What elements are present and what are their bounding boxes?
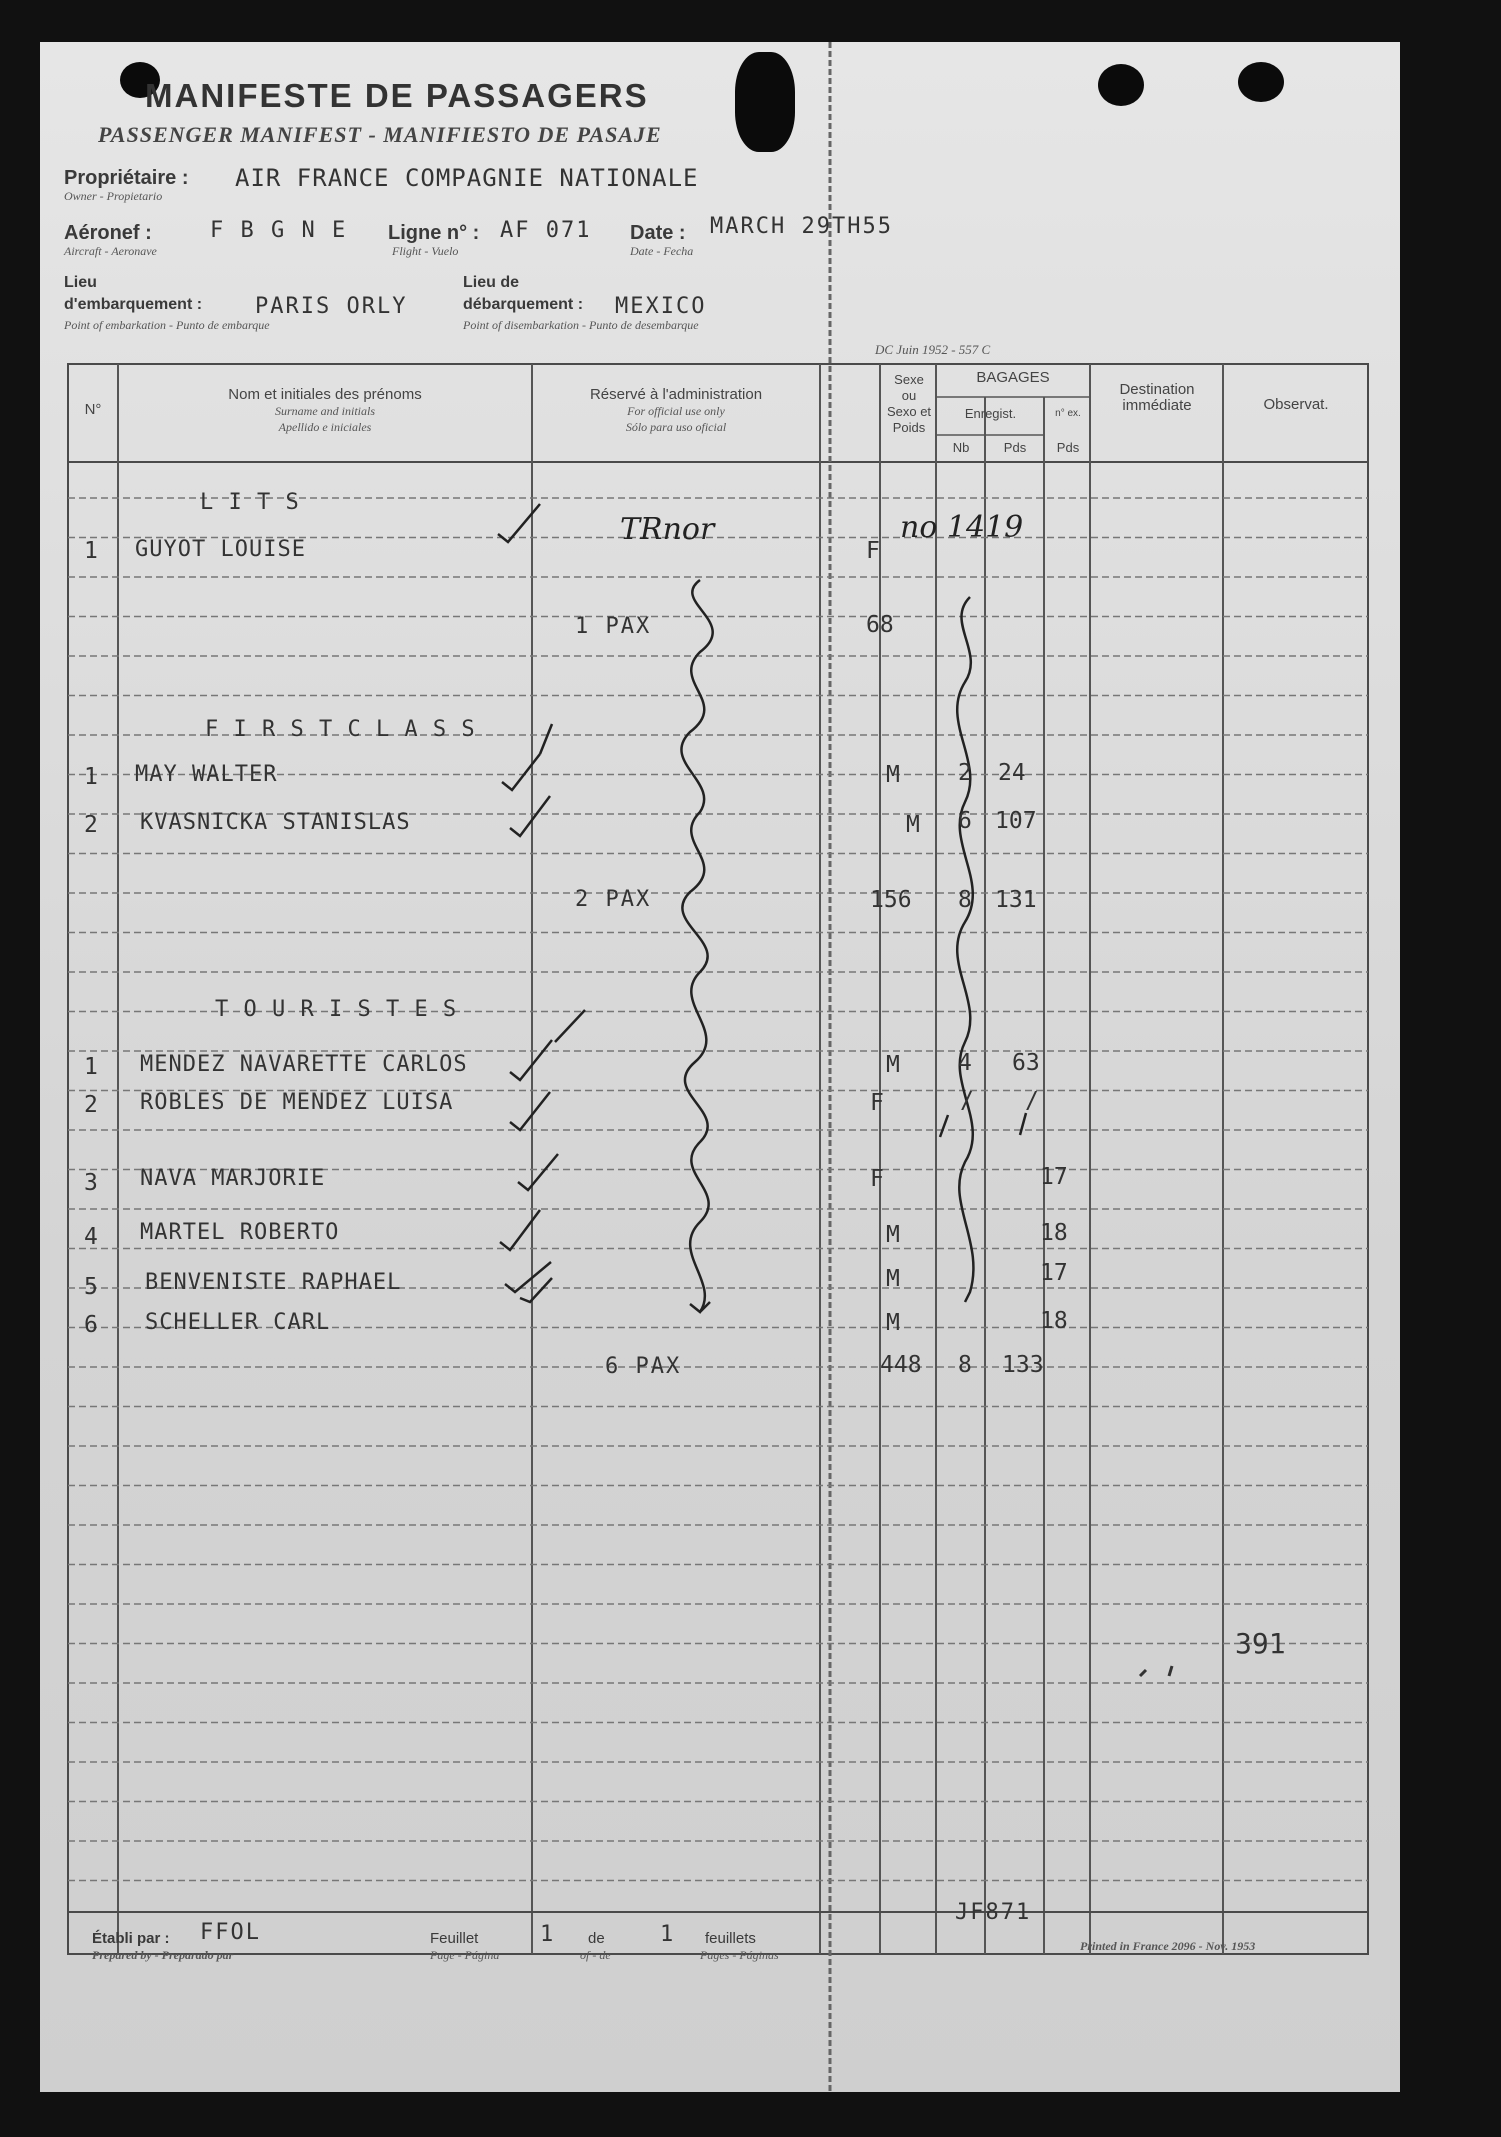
col-admin-es: Sólo para uso oficial bbox=[625, 420, 727, 434]
prepared-value: FFOL bbox=[200, 1920, 261, 1945]
row-no: 4 bbox=[84, 1224, 98, 1250]
baggage-count: 2 bbox=[958, 760, 972, 786]
top-note: no 1419 bbox=[900, 510, 1024, 545]
col-name-fr: Nom et initiales des prénoms bbox=[228, 386, 422, 403]
passenger-name: NAVA MARJORIE bbox=[140, 1166, 326, 1191]
line-label: Ligne n° : bbox=[388, 222, 480, 244]
col-extra: Pds bbox=[1056, 440, 1080, 455]
disembark-sub: Point of disembarkation - Punto de desembarque bbox=[463, 318, 699, 332]
disembark-label-2: débarquement : bbox=[463, 296, 584, 313]
aircraft-label: Aéronef : bbox=[64, 222, 152, 244]
sheet-sub: Page - Página bbox=[430, 1948, 500, 1962]
form-code: DC Juin 1952 - 557 C bbox=[875, 342, 991, 357]
punch-hole bbox=[1238, 62, 1284, 102]
total-weight: 68 bbox=[866, 612, 894, 638]
of-label: de bbox=[588, 1930, 605, 1947]
embark-sub: Point of embarkation - Punto de embarque bbox=[64, 318, 270, 332]
passenger-sex: F bbox=[870, 1166, 884, 1192]
printed-note: Printed in France 2096 - Nov. 1953 bbox=[1080, 1939, 1256, 1953]
total-weight: 156 bbox=[870, 887, 912, 913]
baggage-count: 6 bbox=[958, 808, 972, 834]
col-name-es: Apellido e iniciales bbox=[278, 420, 372, 434]
col-name-en: Surname and initials bbox=[274, 404, 375, 418]
passenger-sex: F bbox=[870, 1090, 884, 1116]
passenger-name: BENVENISTE RAPHAEL bbox=[145, 1270, 402, 1295]
line-sub: Flight - Vuelo bbox=[392, 244, 459, 258]
baggage-weight: / bbox=[1025, 1088, 1039, 1114]
date-label: Date : bbox=[630, 222, 686, 244]
col-sex-4: Poids bbox=[892, 420, 926, 435]
total-baggage-count: 8 bbox=[958, 887, 972, 913]
sheet-value: 1 bbox=[540, 1922, 556, 1947]
punch-hole bbox=[735, 52, 795, 152]
aircraft-sub: Aircraft - Aeronave bbox=[64, 244, 157, 258]
row-no: 1 bbox=[84, 764, 98, 790]
total-weight: 448 bbox=[880, 1352, 922, 1378]
col-admin bbox=[534, 387, 818, 435]
passenger-name: MENDEZ NAVARETTE CARLOS bbox=[140, 1052, 468, 1077]
embark-label-2: d'embarquement : bbox=[64, 296, 203, 313]
baggage-count: 4 bbox=[958, 1050, 972, 1076]
date-sub: Date - Fecha bbox=[630, 244, 694, 258]
col-admin-en: For official use only bbox=[627, 404, 725, 418]
total-pax: 6 PAX bbox=[605, 1354, 682, 1379]
col-registered: Enregist. bbox=[964, 406, 1017, 421]
baggage-count: / bbox=[960, 1088, 974, 1114]
col-pds: Pds bbox=[1003, 440, 1027, 455]
col-dest-2: immédiate bbox=[1122, 397, 1192, 414]
admin-note: TRnor bbox=[620, 512, 715, 547]
disembark-label-1: Lieu de bbox=[463, 274, 520, 291]
total-pax: 2 PAX bbox=[575, 887, 652, 912]
manifest-subtitle: PASSENGER MANIFEST - MANIFIESTO DE PASAJE bbox=[98, 122, 662, 147]
row-no: 1 bbox=[84, 538, 98, 564]
baggage-weight: 17 bbox=[1040, 1164, 1068, 1190]
section-heading-lits: L I T S bbox=[200, 490, 300, 515]
passenger-name: KVASNICKA STANISLAS bbox=[140, 810, 411, 835]
aircraft-value: F B G N E bbox=[210, 218, 348, 243]
sheets-label: feuillets bbox=[705, 1930, 756, 1947]
prepared-label: Établi par : bbox=[92, 1930, 170, 1947]
manifest-sheet bbox=[40, 42, 1400, 2092]
section-heading-touristes: T O U R I S T E S bbox=[215, 997, 458, 1022]
col-destination bbox=[1092, 382, 1222, 414]
baggage-weight: 24 bbox=[998, 760, 1026, 786]
col-sex bbox=[882, 372, 936, 436]
passenger-name: SCHELLER CARL bbox=[145, 1310, 331, 1335]
passenger-sex: M bbox=[886, 1266, 900, 1292]
col-baggage: BAGAGES bbox=[976, 369, 1050, 386]
disembark-value: MEXICO bbox=[615, 294, 707, 319]
col-no: N° bbox=[84, 401, 102, 418]
col-admin-fr: Réservé à l'administration bbox=[589, 386, 763, 403]
baggage-weight: 18 bbox=[1040, 1220, 1068, 1246]
baggage-weight: 63 bbox=[1012, 1050, 1040, 1076]
baggage-weight: 18 bbox=[1040, 1308, 1068, 1334]
row-no: 5 bbox=[84, 1274, 98, 1300]
prepared-sub: Prepared by - Preparado par bbox=[92, 1948, 234, 1962]
passenger-sex: M bbox=[886, 762, 900, 788]
passenger-sex: F bbox=[866, 538, 880, 564]
col-sex-3: Sexo et bbox=[886, 404, 932, 419]
col-dest-1: Destination bbox=[1119, 381, 1195, 398]
sheets-sub: Pages - Páginas bbox=[700, 1948, 779, 1962]
section-heading-first-class: F I R S T C L A S S bbox=[205, 717, 476, 742]
of-sub: of - de bbox=[580, 1948, 611, 1962]
col-extra-top: n° ex. bbox=[1055, 408, 1081, 419]
passenger-name: MARTEL ROBERTO bbox=[140, 1220, 340, 1245]
manifest-title: MANIFESTE DE PASSAGERS bbox=[145, 77, 649, 114]
col-sex-1: Sexe bbox=[894, 372, 924, 387]
punch-hole bbox=[1098, 64, 1144, 106]
passenger-name: ROBLES DE MENDEZ LUISA bbox=[140, 1090, 454, 1115]
total-pax: 1 PAX bbox=[575, 614, 652, 639]
col-name bbox=[120, 387, 530, 435]
sheet-label: Feuillet bbox=[430, 1930, 479, 1947]
row-no: 3 bbox=[84, 1170, 98, 1196]
total-baggage-weight: 133 bbox=[1002, 1352, 1044, 1378]
owner-sub: Owner - Propietario bbox=[64, 189, 163, 203]
owner-value: AIR FRANCE COMPAGNIE NATIONALE bbox=[235, 164, 699, 192]
col-nb: Nb bbox=[952, 440, 970, 455]
total-baggage-count: 8 bbox=[958, 1352, 972, 1378]
row-no: 2 bbox=[84, 812, 98, 838]
passenger-name: MAY WALTER bbox=[135, 762, 278, 787]
flight-ref: JF871 bbox=[955, 1900, 1032, 1925]
passenger-sex: M bbox=[886, 1052, 900, 1078]
total-baggage-weight: 131 bbox=[995, 887, 1037, 913]
page-number: 391 bbox=[1235, 1627, 1286, 1660]
embark-label-1: Lieu bbox=[64, 274, 97, 291]
passenger-sex: M bbox=[886, 1222, 900, 1248]
line-value: AF 071 bbox=[500, 218, 592, 243]
baggage-weight: 17 bbox=[1040, 1260, 1068, 1286]
owner-label: Propriétaire : bbox=[64, 167, 189, 189]
passenger-sex: M bbox=[906, 812, 920, 838]
date-value: MARCH 29TH55 bbox=[710, 214, 893, 239]
row-no: 2 bbox=[84, 1092, 98, 1118]
embark-value: PARIS ORLY bbox=[255, 294, 408, 319]
row-no: 6 bbox=[84, 1312, 98, 1338]
col-observations: Observat. bbox=[1263, 396, 1329, 413]
col-sex-2: ou bbox=[901, 388, 917, 403]
row-no: 1 bbox=[84, 1054, 98, 1080]
baggage-weight: 107 bbox=[995, 808, 1037, 834]
of-value: 1 bbox=[660, 1922, 676, 1947]
passenger-name: GUYOT LOUISE bbox=[135, 537, 306, 562]
passenger-sex: M bbox=[886, 1310, 900, 1336]
